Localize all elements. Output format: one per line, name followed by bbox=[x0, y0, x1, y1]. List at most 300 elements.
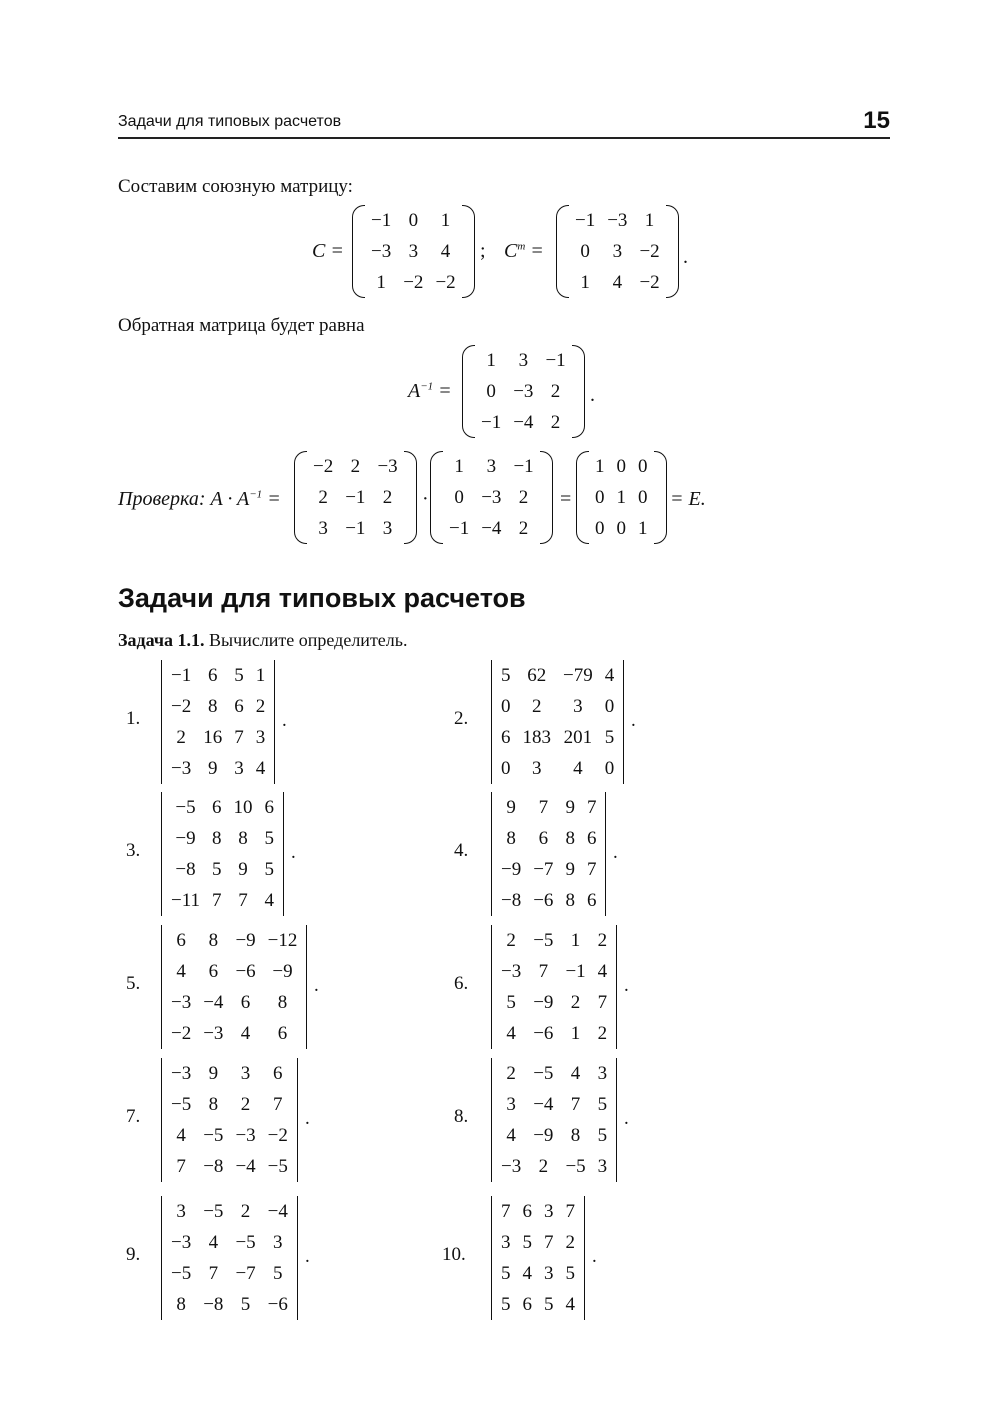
matrix-c bbox=[352, 205, 475, 298]
matrix-cell: 5 bbox=[234, 665, 244, 686]
matrix-cell: −9 bbox=[235, 930, 256, 951]
task-statement bbox=[118, 630, 408, 651]
matrix-cell: −3 bbox=[481, 487, 502, 508]
left-paren bbox=[556, 205, 569, 298]
matrix-row bbox=[165, 925, 303, 956]
left-bar bbox=[491, 1058, 492, 1182]
matrix-cell: 5 bbox=[264, 828, 275, 849]
matrix-cell: −1 bbox=[345, 487, 366, 508]
matrix-cell: −9 bbox=[533, 1125, 554, 1146]
matrix-cell: 7 bbox=[544, 1232, 554, 1253]
check-matrix-2 bbox=[430, 451, 553, 544]
matrix-cell: 6 bbox=[522, 1294, 532, 1315]
matrix-cell: 4 bbox=[570, 1063, 581, 1084]
matrix-cell: 7 bbox=[208, 1263, 219, 1284]
matrix-cell: 6 bbox=[586, 890, 597, 911]
matrix-cell: 3 bbox=[532, 758, 542, 779]
matrix-cell: 3 bbox=[573, 696, 583, 717]
matrix-cell: 0 bbox=[408, 210, 419, 231]
task-text: Вычислите определитель. bbox=[204, 630, 408, 650]
matrix-row bbox=[495, 1289, 581, 1320]
matrix-cell: 7 bbox=[273, 1094, 283, 1115]
left-bar bbox=[491, 1196, 492, 1320]
matrix-cell: 2 bbox=[240, 1201, 251, 1222]
matrix-cell: −1 bbox=[513, 456, 534, 477]
check-matrix-1 bbox=[294, 451, 417, 544]
matrix-cell: 6 bbox=[277, 1023, 288, 1044]
matrix-cell: −4 bbox=[235, 1156, 256, 1177]
matrix-cell: 6 bbox=[273, 1063, 283, 1084]
matrix-cell: −2 bbox=[639, 241, 660, 262]
determinant-number: 9. bbox=[126, 1244, 141, 1265]
matrix-cell: 7 bbox=[176, 1156, 186, 1177]
matrix-cell: −2 bbox=[313, 456, 334, 477]
matrix-cell: 4 bbox=[612, 272, 623, 293]
matrix-cell: 4 bbox=[565, 1294, 575, 1315]
matrix-cell: 2 bbox=[255, 696, 266, 717]
matrix-row bbox=[165, 753, 271, 784]
matrix-cell: 9 bbox=[565, 797, 575, 818]
matrix-row bbox=[443, 513, 540, 544]
matrix-cell: −1 bbox=[371, 210, 392, 231]
matrix-cell: 2 bbox=[506, 930, 516, 951]
matrix-cell: −5 bbox=[175, 797, 196, 818]
matrix-cell: −2 bbox=[171, 1023, 192, 1044]
determinant-matrix bbox=[488, 1196, 588, 1320]
right-paren bbox=[540, 451, 553, 544]
matrix-cell: −5 bbox=[533, 1063, 554, 1084]
matrix-row bbox=[495, 753, 620, 784]
matrix-cell: −1 bbox=[171, 665, 192, 686]
matrix-cell: 3 bbox=[518, 350, 529, 371]
matrix-cell: 8 bbox=[176, 1294, 186, 1315]
matrix-cell: −1 bbox=[481, 412, 502, 433]
determinant-matrix bbox=[488, 660, 627, 784]
matrix-cell: 4 bbox=[264, 890, 275, 911]
matrix-cell: −6 bbox=[533, 1023, 554, 1044]
matrix-cell: 3 bbox=[486, 456, 497, 477]
determinant-matrix bbox=[158, 660, 278, 784]
matrix-cell: −4 bbox=[267, 1201, 288, 1222]
determinant-matrix bbox=[158, 1196, 301, 1320]
matrix-cell: 201 bbox=[563, 727, 593, 748]
header-rule bbox=[118, 137, 890, 139]
ainv-label: $A^{-1}$ = bbox=[408, 380, 452, 402]
matrix-cell: 1 bbox=[638, 518, 648, 539]
determinant-number: 1. bbox=[126, 708, 141, 729]
matrix-cell: 10 bbox=[233, 797, 253, 818]
matrix-cell: 3 bbox=[382, 518, 393, 539]
matrix-cell: 0 bbox=[616, 518, 626, 539]
matrix-row bbox=[307, 513, 404, 544]
matrix-row bbox=[589, 513, 654, 544]
right-bar bbox=[283, 792, 284, 916]
matrix-row bbox=[495, 792, 602, 823]
inverse-text: Обратная матрица будет равна bbox=[118, 315, 365, 336]
matrix-cell: 7 bbox=[565, 1201, 575, 1222]
matrix-entries bbox=[365, 205, 462, 298]
matrix-row bbox=[165, 1258, 294, 1289]
matrix-cell: 5 bbox=[264, 859, 275, 880]
matrix-cell: −2 bbox=[267, 1125, 288, 1146]
matrix-cell: 2 bbox=[597, 1023, 608, 1044]
matrix-row bbox=[495, 1151, 613, 1182]
matrix-cell: 8 bbox=[565, 828, 575, 849]
matrix-cell: 6 bbox=[538, 828, 549, 849]
matrix-cell: 4 bbox=[176, 961, 186, 982]
matrix-cell: −6 bbox=[235, 961, 256, 982]
matrix-row bbox=[495, 1227, 581, 1258]
matrix-row bbox=[165, 660, 271, 691]
determinant-matrix bbox=[488, 792, 609, 916]
matrix-cell: 3 bbox=[501, 1232, 511, 1253]
matrix-cell: 8 bbox=[208, 1094, 219, 1115]
matrix-cell: 6 bbox=[501, 727, 511, 748]
matrix-cell: 6 bbox=[586, 828, 597, 849]
right-bar bbox=[616, 1058, 617, 1182]
matrix-cell: 8 bbox=[506, 828, 516, 849]
matrix-cell: 4 bbox=[597, 961, 608, 982]
matrix-entries bbox=[589, 451, 654, 544]
matrix-cell: 8 bbox=[207, 696, 218, 717]
matrix-cell: 4 bbox=[506, 1125, 516, 1146]
matrix-cell: 9 bbox=[238, 859, 248, 880]
matrix-cell: 7 bbox=[538, 797, 549, 818]
matrix-entries bbox=[475, 345, 572, 438]
matrix-row bbox=[165, 1151, 294, 1182]
matrix-cell: 5 bbox=[273, 1263, 283, 1284]
matrix-cell: −4 bbox=[513, 412, 534, 433]
matrix-cell: 3 bbox=[176, 1201, 186, 1222]
matrix-cell: 0 bbox=[486, 381, 496, 402]
matrix-row bbox=[443, 451, 540, 482]
right-bar bbox=[297, 1196, 298, 1320]
matrix-cell: −1 bbox=[565, 961, 586, 982]
matrix-cell: 8 bbox=[238, 828, 248, 849]
matrix-cell: −3 bbox=[607, 210, 628, 231]
matrix-cell: 5 bbox=[212, 859, 222, 880]
matrix-cell: 6 bbox=[264, 797, 275, 818]
determinant-number: 10. bbox=[442, 1244, 466, 1265]
determinant-period: . bbox=[282, 710, 287, 731]
matrix-cell: 0 bbox=[501, 758, 511, 779]
matrix-a-inverse bbox=[462, 345, 585, 438]
matrix-cell: −8 bbox=[501, 890, 522, 911]
matrix-cell: 6 bbox=[207, 665, 218, 686]
matrix-entries bbox=[165, 1058, 294, 1182]
matrix-cell: −4 bbox=[203, 992, 224, 1013]
matrix-cell: 3 bbox=[612, 241, 623, 262]
matrix-cell: 2 bbox=[382, 487, 393, 508]
matrix-cell: 7 bbox=[212, 890, 222, 911]
check-matrix-identity bbox=[576, 451, 667, 544]
right-bar bbox=[274, 660, 275, 784]
matrix-cell: −2 bbox=[171, 696, 192, 717]
left-bar bbox=[161, 925, 162, 1049]
matrix-cell: 2 bbox=[550, 381, 561, 402]
left-bar bbox=[161, 1196, 162, 1320]
matrix-cell: 2 bbox=[538, 1156, 549, 1177]
matrix-cell: −3 bbox=[171, 1063, 192, 1084]
check-sup: −1 bbox=[249, 488, 263, 501]
matrix-row bbox=[495, 1196, 581, 1227]
right-bar bbox=[306, 925, 307, 1049]
matrix-cell: 4 bbox=[506, 1023, 516, 1044]
matrix-cell: −6 bbox=[533, 890, 554, 911]
matrix-cell: −4 bbox=[481, 518, 502, 539]
matrix-cell: −7 bbox=[235, 1263, 256, 1284]
ct-label: $C^т$ = bbox=[504, 240, 544, 262]
left-bar bbox=[161, 660, 162, 784]
matrix-cell: 1 bbox=[570, 1023, 581, 1044]
matrix-row bbox=[165, 722, 271, 753]
matrix-cell: 6 bbox=[208, 961, 219, 982]
matrix-cell: 5 bbox=[597, 1094, 608, 1115]
running-header-title: Задачи для типовых расчетов bbox=[118, 113, 342, 130]
matrix-row bbox=[165, 885, 280, 916]
matrix-entries bbox=[495, 792, 602, 916]
matrix-cell: 3 bbox=[544, 1263, 554, 1284]
matrix-row bbox=[165, 1227, 294, 1258]
matrix-cell: 5 bbox=[501, 1263, 511, 1284]
matrix-row bbox=[307, 451, 404, 482]
matrix-row bbox=[495, 691, 620, 722]
matrix-cell: −3 bbox=[203, 1023, 224, 1044]
matrix-entries bbox=[165, 660, 271, 784]
matrix-cell: −2 bbox=[403, 272, 424, 293]
matrix-cell: 8 bbox=[565, 890, 575, 911]
matrix-entries bbox=[165, 925, 303, 1049]
matrix-cell: 4 bbox=[522, 1263, 532, 1284]
matrix-cell: 0 bbox=[595, 487, 605, 508]
matrix-cell: −8 bbox=[203, 1156, 224, 1177]
matrix-cell: 3 bbox=[273, 1232, 283, 1253]
intro-text: Составим союзную матрицу: bbox=[118, 176, 353, 197]
matrix-row bbox=[165, 792, 280, 823]
matrix-row bbox=[165, 1120, 294, 1151]
period: . bbox=[683, 246, 688, 268]
left-paren bbox=[576, 451, 589, 544]
matrix-entries bbox=[307, 451, 404, 544]
matrix-cell: −8 bbox=[203, 1294, 224, 1315]
determinant-period: . bbox=[305, 1246, 310, 1267]
matrix-cell: −4 bbox=[533, 1094, 554, 1115]
determinant-number: 3. bbox=[126, 840, 141, 861]
matrix-cell: 5 bbox=[544, 1294, 554, 1315]
matrix-row bbox=[365, 205, 462, 236]
matrix-row bbox=[365, 267, 462, 298]
matrix-row bbox=[165, 691, 271, 722]
matrix-cell: 2 bbox=[565, 1232, 575, 1253]
matrix-cell: 5 bbox=[501, 665, 511, 686]
matrix-cell: 7 bbox=[538, 961, 549, 982]
matrix-cell: −3 bbox=[171, 992, 192, 1013]
left-paren bbox=[352, 205, 365, 298]
matrix-cell: 4 bbox=[208, 1232, 219, 1253]
matrix-cell: 1 bbox=[486, 350, 496, 371]
matrix-cell: −79 bbox=[563, 665, 593, 686]
matrix-cell: 4 bbox=[440, 241, 451, 262]
determinant-number: 2. bbox=[454, 708, 469, 729]
matrix-row bbox=[495, 1120, 613, 1151]
matrix-cell: 1 bbox=[255, 665, 266, 686]
matrix-ct bbox=[556, 205, 679, 298]
matrix-cell: 3 bbox=[597, 1156, 608, 1177]
determinant-period: . bbox=[631, 710, 636, 731]
matrix-cell: 3 bbox=[408, 241, 419, 262]
matrix-row bbox=[165, 1058, 294, 1089]
ainv-letter: A bbox=[408, 380, 421, 402]
matrix-row bbox=[495, 823, 602, 854]
matrix-entries bbox=[165, 792, 280, 916]
matrix-cell: −5 bbox=[203, 1201, 224, 1222]
matrix-cell: 0 bbox=[638, 487, 648, 508]
period: . bbox=[590, 384, 595, 406]
matrix-cell: 2 bbox=[597, 930, 608, 951]
check-label: Проверка: $A \cdot A^{-1}$ = bbox=[118, 488, 281, 510]
task-label: Задача 1.1. bbox=[118, 630, 205, 650]
right-paren bbox=[666, 205, 679, 298]
matrix-cell: 7 bbox=[586, 859, 597, 880]
separator-semicolon: ; bbox=[480, 240, 486, 262]
matrix-row bbox=[495, 660, 620, 691]
matrix-row bbox=[475, 376, 572, 407]
matrix-cell: 1 bbox=[595, 456, 605, 477]
dot-operator: · bbox=[422, 488, 429, 510]
matrix-row bbox=[569, 205, 666, 236]
right-paren bbox=[462, 205, 475, 298]
matrix-cell: 2 bbox=[176, 727, 186, 748]
matrix-cell: 6 bbox=[240, 992, 251, 1013]
matrix-cell: −3 bbox=[371, 241, 392, 262]
matrix-row bbox=[165, 1196, 294, 1227]
matrix-cell: 1 bbox=[580, 272, 590, 293]
matrix-cell: 2 bbox=[350, 456, 361, 477]
matrix-row bbox=[165, 1089, 294, 1120]
matrix-cell: −9 bbox=[501, 859, 522, 880]
matrix-cell: 4 bbox=[176, 1125, 186, 1146]
ainv-sup: −1 bbox=[420, 380, 434, 393]
matrix-cell: 2 bbox=[570, 992, 581, 1013]
matrix-cell: −3 bbox=[171, 758, 192, 779]
matrix-cell: −5 bbox=[565, 1156, 586, 1177]
matrix-row bbox=[495, 956, 613, 987]
matrix-row bbox=[475, 345, 572, 376]
matrix-cell: −2 bbox=[435, 272, 456, 293]
matrix-cell: −5 bbox=[533, 930, 554, 951]
matrix-cell: 62 bbox=[527, 665, 547, 686]
determinant-matrix bbox=[488, 1058, 620, 1182]
matrix-row bbox=[569, 267, 666, 298]
matrix-cell: 1 bbox=[616, 487, 626, 508]
matrix-cell: 2 bbox=[550, 412, 561, 433]
matrix-cell: 3 bbox=[506, 1094, 516, 1115]
matrix-entries bbox=[569, 205, 666, 298]
matrix-cell: 6 bbox=[212, 797, 222, 818]
determinant-period: . bbox=[314, 975, 319, 996]
matrix-cell: 6 bbox=[234, 696, 244, 717]
matrix-row bbox=[495, 1258, 581, 1289]
matrix-row bbox=[165, 987, 303, 1018]
determinant-period: . bbox=[592, 1246, 597, 1267]
matrix-cell: −9 bbox=[533, 992, 554, 1013]
determinant-matrix bbox=[158, 792, 287, 916]
matrix-row bbox=[365, 236, 462, 267]
matrix-cell: 1 bbox=[644, 210, 655, 231]
matrix-cell: −5 bbox=[171, 1094, 192, 1115]
matrix-row bbox=[569, 236, 666, 267]
check-expr: A · A bbox=[210, 488, 250, 510]
right-bar bbox=[297, 1058, 298, 1182]
check-word: Проверка bbox=[118, 488, 199, 510]
left-paren bbox=[430, 451, 443, 544]
matrix-cell: 5 bbox=[501, 1294, 511, 1315]
matrix-cell: 3 bbox=[255, 727, 266, 748]
matrix-cell: 4 bbox=[255, 758, 266, 779]
matrix-row bbox=[589, 482, 654, 513]
matrix-cell: 5 bbox=[522, 1232, 532, 1253]
matrix-cell: −3 bbox=[235, 1125, 256, 1146]
right-bar bbox=[616, 925, 617, 1049]
matrix-entries bbox=[443, 451, 540, 544]
equals: = bbox=[560, 488, 572, 510]
right-bar bbox=[584, 1196, 585, 1320]
matrix-cell: 0 bbox=[501, 696, 511, 717]
matrix-cell: 2 bbox=[318, 487, 328, 508]
determinant-number: 6. bbox=[454, 973, 469, 994]
matrix-cell: 2 bbox=[518, 487, 529, 508]
determinant-matrix bbox=[158, 925, 310, 1049]
matrix-cell: −1 bbox=[345, 518, 366, 539]
determinant-period: . bbox=[613, 842, 618, 863]
matrix-cell: 0 bbox=[454, 487, 464, 508]
determinant-matrix bbox=[158, 1058, 301, 1182]
matrix-row bbox=[495, 1089, 613, 1120]
matrix-row bbox=[475, 407, 572, 438]
matrix-cell: 9 bbox=[207, 758, 218, 779]
matrix-entries bbox=[495, 1058, 613, 1182]
matrix-row bbox=[495, 885, 602, 916]
matrix-cell: 2 bbox=[240, 1094, 251, 1115]
determinant-number: 7. bbox=[126, 1106, 141, 1127]
ct-sup: т bbox=[517, 240, 526, 253]
left-bar bbox=[491, 660, 492, 784]
matrix-cell: 0 bbox=[604, 696, 615, 717]
matrix-row bbox=[165, 823, 280, 854]
matrix-row bbox=[165, 1018, 303, 1049]
matrix-cell: 4 bbox=[573, 758, 583, 779]
left-bar bbox=[161, 792, 162, 916]
matrix-cell: 16 bbox=[203, 727, 223, 748]
determinant-number: 8. bbox=[454, 1106, 469, 1127]
matrix-cell: 1 bbox=[440, 210, 451, 231]
matrix-entries bbox=[495, 1196, 581, 1320]
matrix-row bbox=[589, 451, 654, 482]
matrix-cell: 1 bbox=[376, 272, 386, 293]
determinant-period: . bbox=[305, 1108, 310, 1129]
matrix-cell: −3 bbox=[513, 381, 534, 402]
determinant-period: . bbox=[291, 842, 296, 863]
matrix-cell: 5 bbox=[597, 1125, 608, 1146]
matrix-cell: −3 bbox=[377, 456, 398, 477]
matrix-cell: 2 bbox=[532, 696, 542, 717]
matrix-cell: 6 bbox=[176, 930, 186, 951]
matrix-cell: 7 bbox=[597, 992, 608, 1013]
matrix-row bbox=[495, 987, 613, 1018]
left-bar bbox=[491, 792, 492, 916]
determinant-number: 4. bbox=[454, 840, 469, 861]
matrix-cell: −7 bbox=[533, 859, 554, 880]
